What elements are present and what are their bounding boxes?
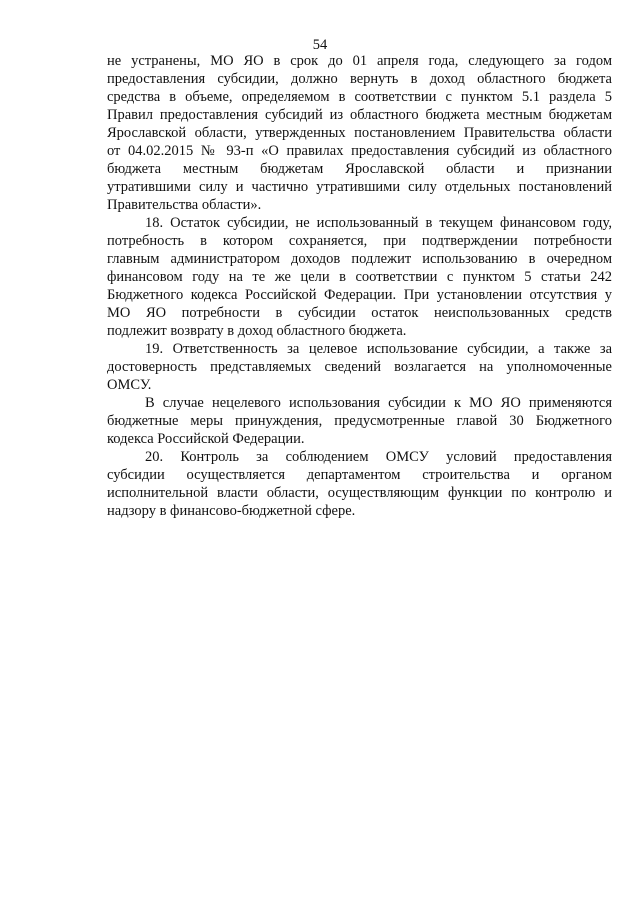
text-line: Правил предоставления субсидий из областного бюджета местным бюджетам [107,107,612,123]
paragraph-20 [107,448,612,520]
text-line: не устранены, МО ЯО в срок до 01 апреля года, следующего за годом [107,53,612,69]
page-number: 54 [312,37,328,53]
text-line: МО ЯО потребности в субсидии остаток неиспользованных средств [107,305,612,321]
text-line: Правительства области». [107,197,262,213]
text-line: утратившими силу и частично утратившими силу отдельных постановлений [107,179,612,195]
text-line: кодекса Российской Федерации. [107,431,305,447]
text-line: финансовом году на те же цели в соответствии с пунктом 5 статьи 242 [107,269,612,285]
text-line: исполнительной власти области, осуществляющим функции по контролю и [107,485,612,501]
text-line: 18. Остаток субсидии, не использованный в текущем финансовом году, [145,215,612,231]
text-line: достоверность представляемых сведений возлагается на уполномоченные [107,359,612,375]
text-line: надзору в финансово-бюджетной сфере. [107,503,356,519]
text-line: В случае нецелевого использования субсидии к МО ЯО применяются [145,395,612,411]
text-line: ОМСУ. [107,377,152,393]
paragraph-18 [107,214,612,340]
text-line: подлежит возврату в доход областного бюджета. [107,323,407,339]
text-line: Ярославской области, утвержденных постановлением Правительства области [107,125,612,141]
paragraph-continued [107,52,612,214]
text-line: бюджетные меры принуждения, предусмотренные главой 30 Бюджетного [107,413,612,429]
text-line: Бюджетного кодекса Российской Федерации. При установлении отсутствия у [107,287,612,303]
document-body [107,52,612,520]
paragraph-19 [107,340,612,394]
text-line: потребность в котором сохраняется, при подтверждении потребности [107,233,612,249]
text-line: главным администратором доходов подлежит использованию в очередном [107,251,612,267]
paragraph-misuse [107,394,612,448]
text-line: бюджета местным бюджетам Ярославской области и признании [107,161,612,177]
text-line: субсидии осуществляется департаментом строительства и органом [107,467,612,483]
text-line: 19. Ответственность за целевое использование субсидии, а также за [145,341,612,357]
text-line: предоставления субсидии, должно вернуть в доход областного бюджета [107,71,612,87]
text-line: 20. Контроль за соблюдением ОМСУ условий предоставления [145,449,612,465]
text-line: средства в объеме, определяемом в соответствии с пунктом 5.1 раздела 5 [107,89,612,105]
text-line: от 04.02.2015 № 93-п «О правилах предоставления субсидий из областного [107,143,612,159]
